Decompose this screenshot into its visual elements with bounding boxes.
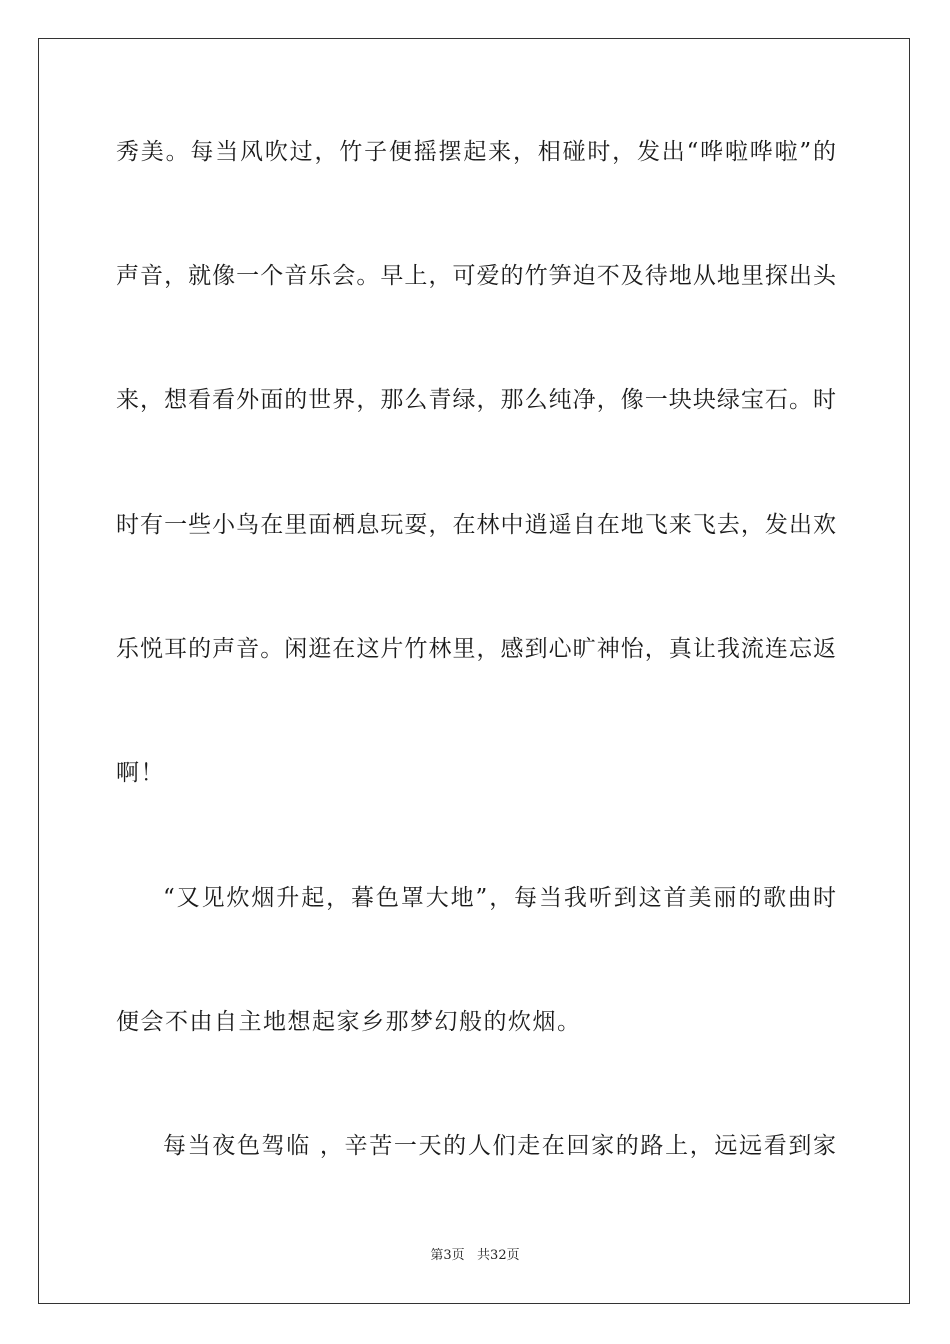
text-line: 声音，就像一个音乐会。早上，可爱的竹笋迫不及待地从地里探出头	[116, 263, 836, 289]
text-line: 啊！	[116, 760, 165, 786]
text-line: 时有一些小鸟在里面栖息玩耍，在林中逍遥自在地飞来飞去，发出欢	[116, 512, 836, 538]
text-line: 每当夜色驾临 ，辛苦一天的人们走在回家的路上，远远看到家	[163, 1133, 836, 1159]
text-line: 秀美。每当风吹过，竹子便摇摆起来，相碰时，发出“哗啦哗啦”的	[116, 139, 836, 165]
text-line: 来，想看看外面的世界，那么青绿，那么纯净，像一块块绿宝石。时	[116, 387, 836, 413]
text-line: “又见炊烟升起，暮色罩大地”，每当我听到这首美丽的歌曲时	[163, 885, 836, 911]
page-border	[38, 38, 910, 1304]
text-line: 乐悦耳的声音。闲逛在这片竹林里，感到心旷神怡，真让我流连忘返	[116, 636, 836, 662]
page-number-footer: 第3页 共32页	[430, 1248, 520, 1263]
text-line: 便会不由自主地想起家乡那梦幻般的炊烟。	[116, 1009, 582, 1035]
